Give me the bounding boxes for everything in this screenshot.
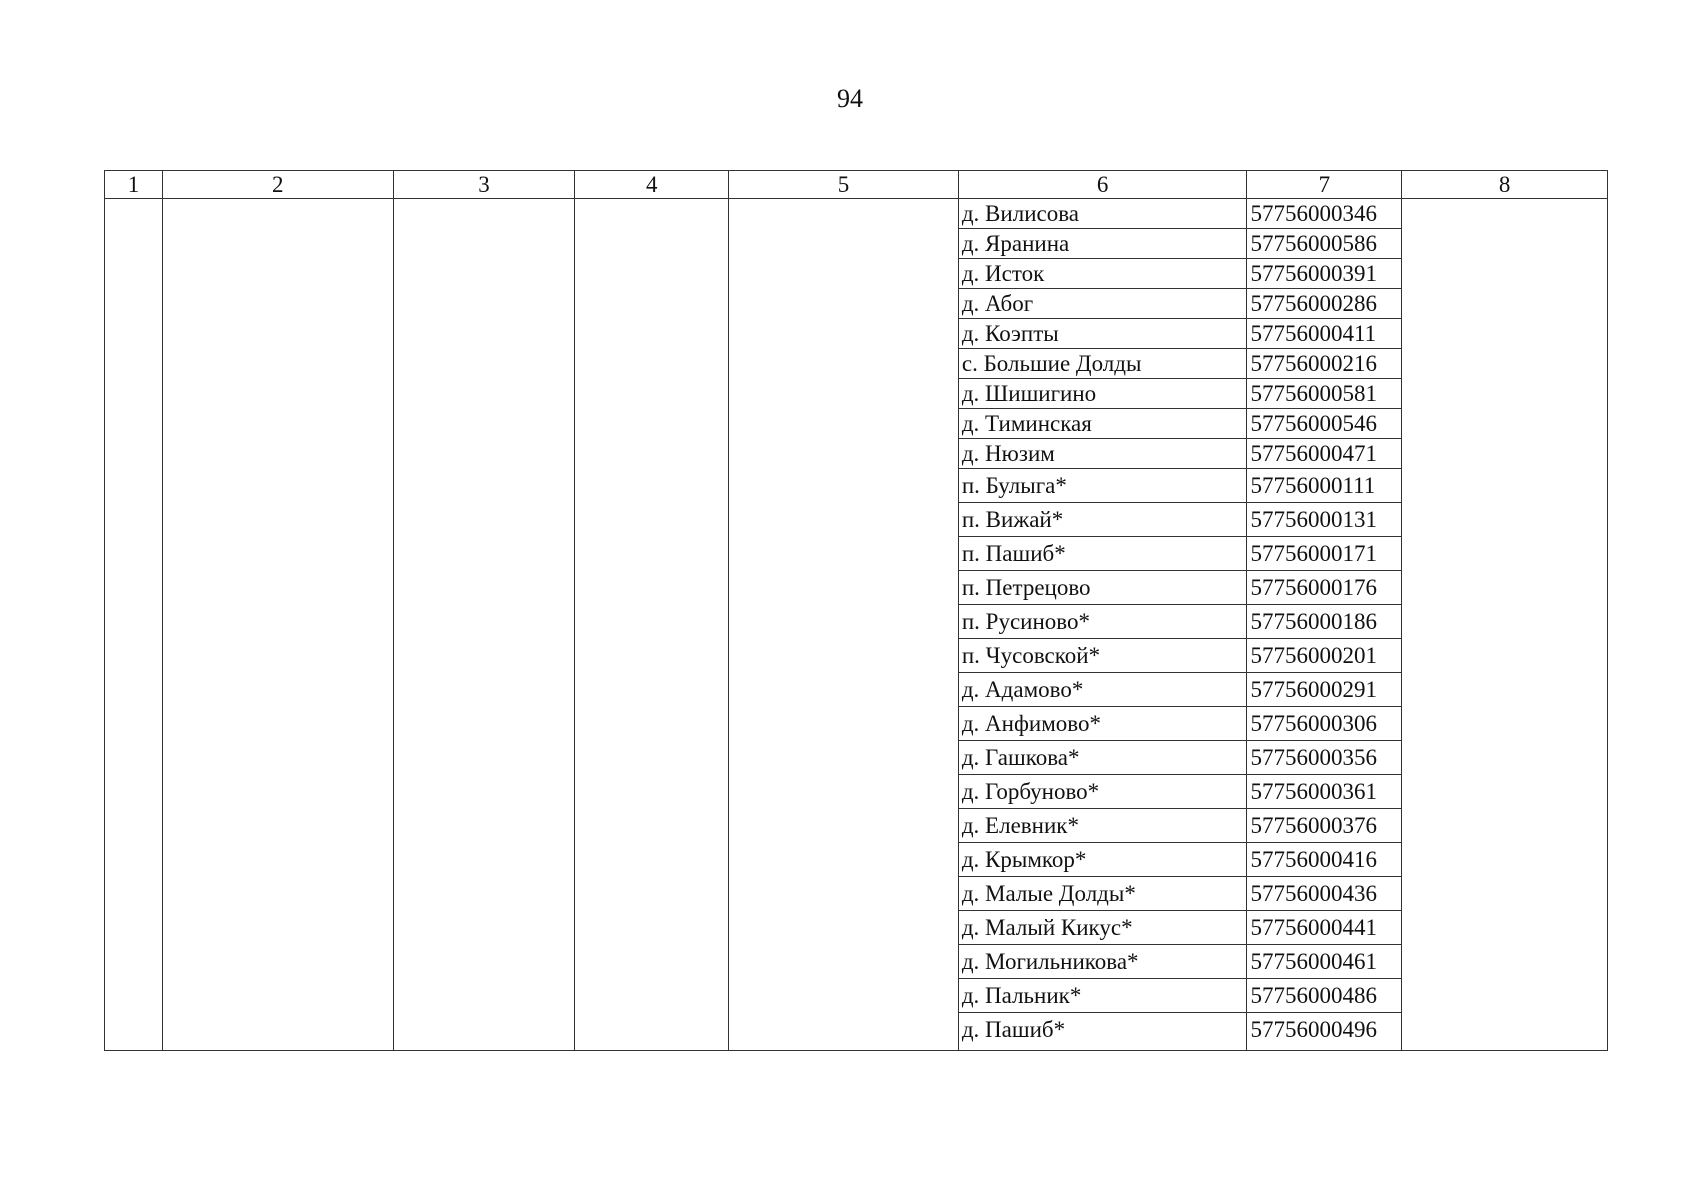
settlement-name-cell: д. Крымкор* <box>959 843 1247 877</box>
settlement-code-cell: 57756000441 <box>1247 911 1401 945</box>
settlement-name-cell: д. Малые Долды* <box>959 877 1247 911</box>
settlement-code-cell: 57756000486 <box>1247 979 1401 1013</box>
column-3-cell <box>394 199 576 1050</box>
settlement-name-cell: д. Нюзим <box>959 439 1247 469</box>
settlement-name-cell: д. Яранина <box>959 229 1247 259</box>
settlement-code-cell: 57756000291 <box>1247 673 1401 707</box>
column-8-cell <box>1402 199 1607 1050</box>
column-header-1: 1 <box>105 171 163 198</box>
settlement-name-cell: д. Гашкова* <box>959 741 1247 775</box>
settlement-name-cell: д. Тиминская <box>959 409 1247 439</box>
settlement-code-cell: 57756000171 <box>1247 537 1401 571</box>
settlement-code-cell: 57756000436 <box>1247 877 1401 911</box>
settlement-code-cell: 57756000356 <box>1247 741 1401 775</box>
settlement-name-cell: д. Елевник* <box>959 809 1247 843</box>
settlement-name-cell: п. Чусовской* <box>959 639 1247 673</box>
settlement-code-cell: 57756000391 <box>1247 259 1401 289</box>
settlement-name-cell: д. Горбуново* <box>959 775 1247 809</box>
settlement-name-cell: с. Большие Долды <box>959 349 1247 379</box>
settlement-name-cell: д. Пашиб* <box>961 1017 1066 1042</box>
settlement-code-cell: 57756000496 <box>1250 1017 1377 1042</box>
column-header-3: 3 <box>394 171 576 198</box>
column-header-2: 2 <box>163 171 394 198</box>
settlement-code-column <box>1247 199 1402 1050</box>
settlement-name-cell: д. Шишигино <box>959 379 1247 409</box>
column-4-cell <box>575 199 729 1050</box>
table-body <box>104 199 1608 1051</box>
settlement-name-cell: д. Могильникова* <box>959 945 1247 979</box>
settlement-code-cell: 57756000461 <box>1247 945 1401 979</box>
column-5-cell <box>729 199 959 1050</box>
settlement-name-cell: п. Вижай* <box>959 503 1247 537</box>
settlement-code-cell: 57756000216 <box>1247 349 1401 379</box>
settlement-name-column <box>959 199 1248 1050</box>
settlement-code-cell: 57756000546 <box>1247 409 1401 439</box>
settlement-code-cell: 57756000471 <box>1247 439 1401 469</box>
settlement-name-cell: д. Абог <box>959 289 1247 319</box>
settlement-code-cell: 57756000111 <box>1247 469 1401 503</box>
settlement-code-cell: 57756000176 <box>1247 571 1401 605</box>
settlement-name-cell: п. Пашиб* <box>959 537 1247 571</box>
settlement-name-cell: д. Адамово* <box>959 673 1247 707</box>
settlement-code-cell: 57756000201 <box>1247 639 1401 673</box>
column-header-7: 7 <box>1247 171 1402 198</box>
column-header-6: 6 <box>959 171 1248 198</box>
settlement-code-cell: 57756000286 <box>1247 289 1401 319</box>
settlement-code-cell: 57756000346 <box>1247 199 1401 229</box>
column-2-cell <box>163 199 394 1050</box>
settlement-name-cell: п. Русиново* <box>959 605 1247 639</box>
settlement-code-cell: 57756000131 <box>1247 503 1401 537</box>
page-number: 94 <box>837 84 863 113</box>
settlement-code-cell: 57756000361 <box>1247 775 1401 809</box>
settlement-code-cell: 57756000186 <box>1247 605 1401 639</box>
settlement-name-cell: д. Вилисова <box>959 199 1247 229</box>
column-1-cell <box>105 199 163 1050</box>
column-header-5: 5 <box>729 171 959 198</box>
settlement-name-cell: п. Булыга* <box>959 469 1247 503</box>
settlement-code-cell: 57756000581 <box>1247 379 1401 409</box>
settlement-code-cell: 57756000416 <box>1247 843 1401 877</box>
settlement-code-cell: 57756000306 <box>1247 707 1401 741</box>
settlement-name-cell: д. Малый Кикус* <box>959 911 1247 945</box>
column-header-4: 4 <box>575 171 729 198</box>
settlement-code-cell: 57756000411 <box>1247 319 1401 349</box>
column-header-8: 8 <box>1498 172 1511 197</box>
settlement-name-cell: д. Анфимово* <box>959 707 1247 741</box>
settlement-name-cell: д. Коэпты <box>959 319 1247 349</box>
settlement-name-cell: п. Петрецово <box>959 571 1247 605</box>
settlement-name-cell: д. Пальник* <box>959 979 1247 1013</box>
table-header-row <box>104 170 1608 199</box>
settlement-code-cell: 57756000586 <box>1247 229 1401 259</box>
settlement-code-cell: 57756000376 <box>1247 809 1401 843</box>
settlement-name-cell: д. Исток <box>959 259 1247 289</box>
